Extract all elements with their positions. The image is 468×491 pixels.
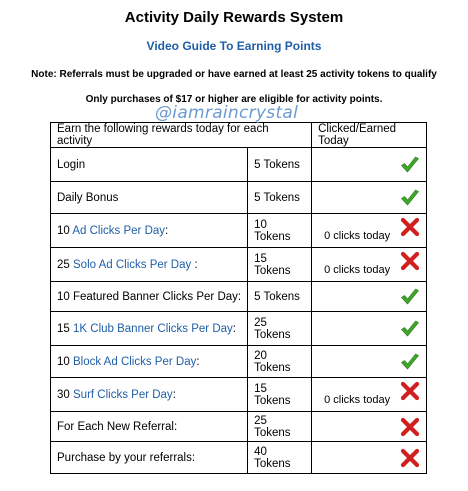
status-cell — [312, 248, 427, 282]
checkmark-icon — [400, 188, 420, 208]
cross-icon — [400, 251, 420, 271]
cross-icon — [400, 217, 420, 237]
activity-label: For Each New Referral: — [57, 420, 178, 433]
cross-icon — [400, 448, 420, 468]
tokens-cell: 5 Tokens — [248, 148, 312, 182]
watermark: @iamraincrystal — [155, 103, 299, 123]
status-column-header: Clicked/Earned Today — [312, 123, 427, 148]
activity-label: 10 — [57, 355, 73, 368]
cross-icon — [400, 417, 420, 437]
status-cell — [312, 282, 427, 312]
activity-label: Purchase by your referrals: — [57, 451, 196, 464]
table-row — [51, 378, 427, 412]
table-row — [51, 182, 427, 214]
tokens-cell: 15 Tokens — [248, 378, 312, 412]
cross-icon — [400, 381, 420, 401]
table-row — [51, 312, 427, 346]
checkmark-icon — [400, 155, 420, 175]
status-cell — [312, 312, 427, 346]
activity-column-header: Earn the following rewards today for each activity — [51, 123, 312, 148]
checkmark-icon — [400, 352, 420, 372]
activity-cell — [51, 148, 248, 182]
table-row — [51, 248, 427, 282]
activity-cell — [51, 412, 248, 442]
checkmark-icon — [400, 319, 420, 339]
activity-cell — [51, 214, 248, 248]
status-cell — [312, 182, 427, 214]
tokens-cell: 25 Tokens — [248, 312, 312, 346]
activity-cell — [51, 248, 248, 282]
checkmark-icon — [400, 287, 420, 307]
activity-cell — [51, 182, 248, 214]
activity-cell — [51, 312, 248, 346]
clicks-today-text: 0 clicks today — [324, 230, 391, 242]
clicks-today-text: 0 clicks today — [324, 394, 391, 406]
table-row — [51, 442, 427, 474]
activity-label-suffix: : — [172, 388, 176, 401]
tokens-cell: 10 Tokens — [248, 214, 312, 248]
tokens-cell: 25 Tokens — [248, 412, 312, 442]
activity-label: 15 — [57, 322, 73, 335]
activity-label: 10 — [57, 224, 73, 237]
activity-label-suffix: : — [191, 258, 198, 271]
activity-label-suffix: : — [232, 322, 236, 335]
tokens-cell: 20 Tokens — [248, 346, 312, 378]
purchase-note: Only purchases of $17 or higher are eligible for activity points. — [85, 94, 383, 105]
table-row — [51, 412, 427, 442]
video-guide-link[interactable]: Video Guide To Earning Points — [146, 39, 322, 53]
activity-label: 10 Featured Banner Clicks Per Day: — [57, 290, 242, 303]
tokens-cell: 5 Tokens — [248, 182, 312, 214]
activity-label-suffix: : — [196, 355, 200, 368]
activity-link[interactable]: 1K Club Banner Clicks Per Day — [73, 322, 233, 335]
table-row — [51, 214, 427, 248]
status-cell — [312, 378, 427, 412]
tokens-cell: 40 Tokens — [248, 442, 312, 474]
activity-cell — [51, 442, 248, 474]
tokens-cell: 15 Tokens — [248, 248, 312, 282]
rewards-table — [50, 122, 427, 474]
status-cell — [312, 214, 427, 248]
activity-link[interactable]: Ad Clicks Per Day — [72, 224, 166, 237]
page-title: Activity Daily Rewards System — [124, 9, 344, 26]
activity-link[interactable]: Block Ad Clicks Per Day — [73, 355, 197, 368]
activity-label: 30 — [57, 388, 73, 401]
activity-link[interactable]: Solo Ad Clicks Per Day — [73, 258, 192, 271]
clicks-today-text: 0 clicks today — [324, 264, 391, 276]
activity-label: 25 — [57, 258, 73, 271]
table-row — [51, 282, 427, 312]
activity-label-suffix: : — [165, 224, 169, 237]
table-row — [51, 346, 427, 378]
status-cell — [312, 412, 427, 442]
activity-label: Login — [57, 158, 86, 171]
table-header-row — [51, 123, 427, 148]
status-cell — [312, 346, 427, 378]
status-cell — [312, 442, 427, 474]
tokens-cell: 5 Tokens — [248, 282, 312, 312]
activity-link[interactable]: Surf Clicks Per Day — [73, 388, 173, 401]
activity-cell — [51, 282, 248, 312]
activity-cell — [51, 346, 248, 378]
referral-note: Note: Referrals must be upgraded or have earned at least 25 activity tokens to qualify — [31, 69, 437, 80]
status-cell — [312, 148, 427, 182]
table-row — [51, 148, 427, 182]
activity-cell — [51, 378, 248, 412]
activity-label: Daily Bonus — [57, 191, 119, 204]
